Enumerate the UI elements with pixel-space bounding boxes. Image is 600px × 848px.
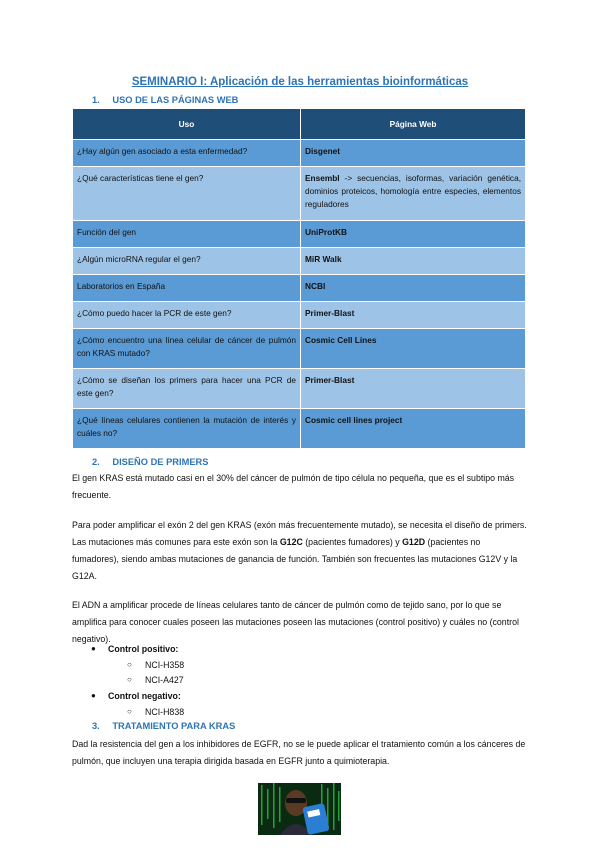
web-name: NCBI <box>305 281 326 291</box>
section-3-heading <box>92 721 235 731</box>
web-name: Disgenet <box>305 146 341 156</box>
table-row <box>73 409 526 449</box>
table-row <box>73 369 526 409</box>
paragraph-primers <box>72 517 528 585</box>
web-name: Cosmic Cell Lines <box>305 335 377 345</box>
web-name: Primer-Blast <box>305 308 355 318</box>
cell-web <box>301 329 526 369</box>
bullet-dot-icon: ● <box>91 691 96 700</box>
paragraph-kras-intro: El gen KRAS está mutado casi en el 30% del cáncer de pulmón de tipo célula no pequeña, que es el subtipo más frecuente. <box>72 473 515 500</box>
web-name: Cosmic cell lines project <box>305 415 403 425</box>
mutation-g12d: G12D <box>402 537 426 547</box>
cell-web <box>301 248 526 275</box>
table-row <box>73 275 526 302</box>
cell-uso: ¿Algún microRNA regular el gen? <box>73 248 301 275</box>
cell-uso: Función del gen <box>73 221 301 248</box>
section-1-title: USO DE LAS PÁGINAS WEB <box>112 95 239 105</box>
cell-web <box>301 167 526 221</box>
table-row <box>73 221 526 248</box>
cell-web <box>301 369 526 409</box>
cell-uso: ¿Qué líneas celulares contienen la mutación de interés y cuáles no? <box>73 409 301 449</box>
cell-uso: ¿Qué características tiene el gen? <box>73 167 301 221</box>
header-uso: Uso <box>73 109 301 140</box>
bullet-circle-icon: ○ <box>127 675 132 684</box>
web-description: -> secuencias, isoformas, variación genética, dominios proteicos, homología entre especies, elementos reguladores <box>305 173 521 209</box>
table-row <box>73 167 526 221</box>
bullet-circle-icon: ○ <box>127 707 132 716</box>
paragraph-treatment: Dad la resistencia del gen a los inhibidores de EGFR, no se le puede aplicar el tratamiento común a los cánceres de pulmón, que incluyen una terapia dirigida basada en EGFR junto a quimioterapia. <box>72 739 526 766</box>
cell-web <box>301 275 526 302</box>
paragraph-dna-source: El ADN a amplificar procede de líneas celulares tanto de cáncer de pulmón como de tejido sano, por lo que se amplifica para conocer cuales poseen las mutaciones poseen las mutaciones (control positivo) y cuáles no (control negativo). <box>72 600 519 644</box>
section-1-heading <box>92 95 238 105</box>
text-run: (pacientes no fumadores), siendo ambas mutaciones de ganancia de función. También son frecuentes las mutaciones G12V y la G12A. <box>72 537 518 581</box>
cell-uso: Laboratorios en España <box>73 275 301 302</box>
table-row <box>73 302 526 329</box>
bullet-dot-icon: ● <box>91 644 96 653</box>
list-item: NCI-H358 <box>145 660 185 670</box>
section-2-heading <box>92 457 208 467</box>
section-3-title: TRATAMIENTO PARA KRAS <box>112 721 236 731</box>
cell-web <box>301 409 526 449</box>
page-title: SEMINARIO I: Aplicación de las herramientas bioinformáticas <box>131 76 469 88</box>
list-item: NCI-H838 <box>145 707 185 717</box>
table-row <box>73 140 526 167</box>
mutation-g12c: G12C <box>279 537 303 547</box>
web-name: MiR Walk <box>305 254 342 264</box>
text-run: Para poder amplificar el exón 2 del gen KRAS (exón más frecuentemente mutado), se necesita el diseño de primers. Las mutaciones más comunes para este exón son la <box>72 520 527 547</box>
header-pagina-web: Página Web <box>301 109 526 140</box>
web-name: Primer-Blast <box>305 375 355 385</box>
section-1-number: 1. <box>92 95 100 105</box>
section-3-number: 3. <box>92 721 100 731</box>
control-negative-label: Control negativo: <box>108 691 181 701</box>
web-name: UniProtKB <box>305 227 347 237</box>
cell-uso: ¿Hay algún gen asociado a esta enfermedad? <box>73 140 301 167</box>
text-run: (pacientes fumadores) y <box>302 537 403 547</box>
section-2-title: DISEÑO DE PRIMERS <box>112 457 209 467</box>
cell-web <box>301 140 526 167</box>
cell-uso: ¿Cómo se diseñan los primers para hacer una PCR de este gen? <box>73 369 301 409</box>
control-positive-label: Control positivo: <box>108 644 179 654</box>
cell-web <box>301 302 526 329</box>
cell-web <box>301 221 526 248</box>
matrix-meme-illustration <box>258 783 341 835</box>
table-row <box>73 248 526 275</box>
table-row <box>73 329 526 369</box>
matrix-meme-image <box>258 783 341 835</box>
bullet-circle-icon: ○ <box>127 660 132 669</box>
list-item: NCI-A427 <box>145 675 184 685</box>
section-2-number: 2. <box>92 457 100 467</box>
web-name: Ensembl <box>305 173 340 183</box>
cell-uso: ¿Cómo puedo hacer la PCR de este gen? <box>73 302 301 329</box>
web-tools-table <box>72 108 526 449</box>
cell-uso: ¿Cómo encuentro una línea celular de cáncer de pulmón con KRAS mutado? <box>73 329 301 369</box>
